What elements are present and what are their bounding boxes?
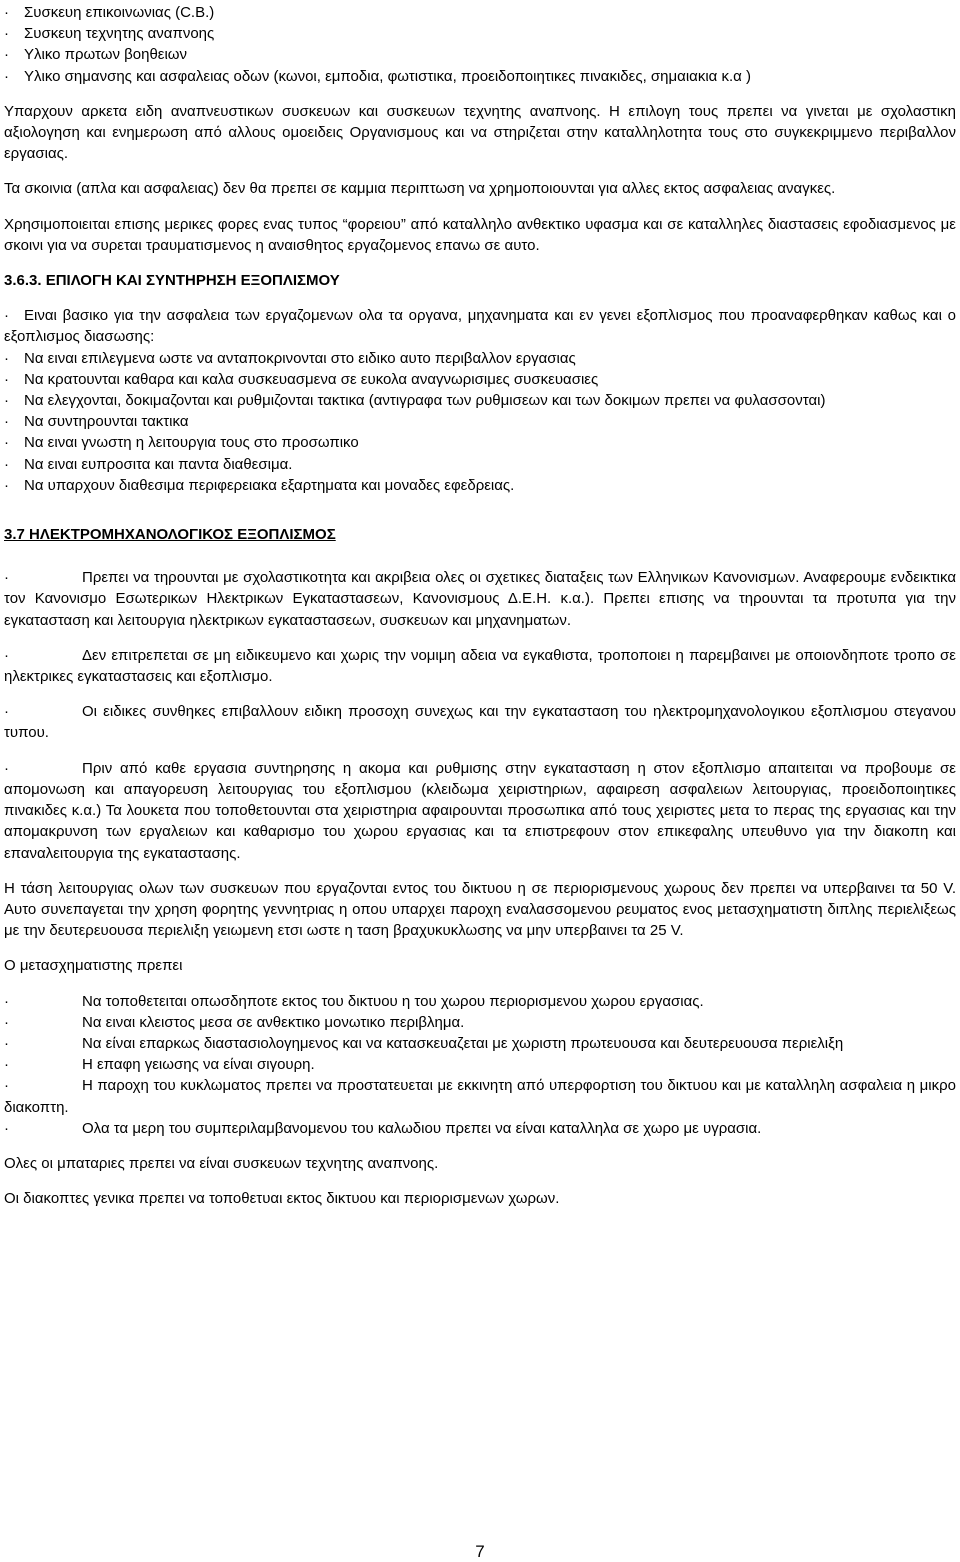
list-item-text: Η επαφη γειωσης να είναι σιγουρη. <box>82 1056 315 1074</box>
list-item <box>4 991 956 1012</box>
bullet-marker: · <box>4 67 9 85</box>
list-item-text: Να είναι επαρκως διαστασιολογημενος και να κατασκευαζεται με χωριστη πρωτευουσα και δευτερευουσα περιελιξη <box>82 1034 844 1052</box>
bullet-marker: · <box>4 307 9 325</box>
bullet-marker: · <box>4 569 9 587</box>
bullet-marker: · <box>4 25 9 43</box>
bullet-marker: · <box>4 759 9 777</box>
section-intro <box>4 305 956 347</box>
bullet-marker: · <box>4 4 9 21</box>
list-item-text: Συσκευη τεχνητης αναπνοης <box>24 25 215 43</box>
page-number: 7 <box>475 1542 485 1561</box>
list-item-text: Να τοποθετειται οπωσδηποτε εκτος του δικτυου η του χωρου περιορισμενου χωρου εργασιας. <box>82 992 704 1010</box>
list-item-text: Η παροχη του κυκλωματος πρεπει να προστατευεται με εκκινητη από υπερφορτιση του δικτυου και με καταλληλη ασφαλεια η μικρο διακοπτη. <box>4 1077 956 1116</box>
paragraph-regulations <box>4 567 956 631</box>
list-item <box>4 432 956 453</box>
bullet-marker: · <box>4 992 9 1010</box>
list-item-text: Να υπαρχουν διαθεσιμα περιφερειακα εξαρτηματα και μοναδες εφεδρειας. <box>24 476 515 494</box>
paragraph-ropes: Τα σκοινια (απλα και ασφαλειας) δεν θα πρεπει σε καμμια περιπτωση να χρημοποιουνται για αλλες εκτος ασφαλειας αναγκες. <box>4 180 836 198</box>
list-item <box>4 23 956 44</box>
bullet-marker: · <box>4 370 9 388</box>
list-item <box>4 1118 956 1139</box>
list-item-text: Να ειναι ευπροσιτα και παντα διαθεσιμα. <box>24 455 293 473</box>
paragraph-no-unauthorized <box>4 645 956 687</box>
bullet-marker: · <box>4 434 9 452</box>
bullet-marker: · <box>4 1013 9 1031</box>
list-item <box>4 1054 956 1075</box>
paragraph-text: Οι ειδικες συνθηκες επιβαλλουν ειδικη προσοχη συνεχως και την εγκατασταση του ηλεκτρομηχανολογικου εξοπλισμου στεγανου τυπου. <box>4 703 956 742</box>
bullet-marker: · <box>4 703 9 721</box>
bullet-marker: · <box>4 1119 9 1137</box>
list-item-text: Ολα τα μερη του συμπεριλαμβανομενου του καλωδιου πρεπει να είναι καταλληλα σε χωρο με υγρασια. <box>82 1119 762 1137</box>
list-item <box>4 475 956 496</box>
paragraph-maintenance-lockout <box>4 758 956 864</box>
bullet-marker: · <box>4 476 9 494</box>
paragraph-switches: Οι διακοπτες γενικα πρεπει να τοποθετυαι εκτος δικτυου και περιορισμενων χωρων. <box>4 1190 560 1208</box>
bullet-marker: · <box>4 455 9 473</box>
bullet-marker: · <box>4 646 9 664</box>
bullet-marker: · <box>4 413 9 431</box>
list-item <box>4 390 956 411</box>
bullet-marker: · <box>4 349 9 367</box>
list-item-text: Υλικο σημανσης και ασφαλειας οδων (κωνοι, εμποδια, φωτιστικα, προειδοποιητικες πινακιδες, σημαιακια κ.α ) <box>24 67 752 85</box>
transformer-intro: Ο μετασχηματιστης πρεπει <box>4 957 183 975</box>
list-item <box>4 369 956 390</box>
list-item <box>4 2 956 23</box>
bullet-marker: · <box>4 392 9 410</box>
section-intro-text: Ειναι βασικο για την ασφαλεια των εργαζομενων ολα τα οργανα, μηχανηματα και εν γενει εξοπλισμος που προαναφερθηκαν καθως και ο εξοπλισμος διασωσης: <box>4 307 956 346</box>
section-heading-3-7: 3.7 ΗΛΕΚΤΡΟΜΗΧΑΝΟΛΟΓΙΚΟΣ ΕΞΟΠΛΙΣΜΟΣ <box>4 526 336 544</box>
page-content <box>4 2 956 1209</box>
paragraph-text: Πριν από καθε εργασια συντηρησης η ακομα και ρυθμισης στην εγκατασταση η στον εξοπλισμο απαιτειται να προβουμε σε απομονωση και απαγορευση λειτουργιας του εξοπλισμου (κλειδωμα χειριστηριων, αφαιρεση ασφαλειων λειτουργιας, προειδοποιητικες πινακιδες κ.α.) Τα λουκετα που τοποθετουνται στα χειριστηρια αφαιρουνται προσωπικα από τους χειριστες μετα το περας της εργασιας και την απομακρυνση των εργαλειων και καθαρισμο του χωρου εργασιας και τα επιστρεφουν στον επικεφαλης υπευθυνο για την διακοπη και επαναλειτουργια της εγκαταστασης. <box>4 759 956 862</box>
bullet-marker: · <box>4 46 9 64</box>
bullet-marker: · <box>4 1077 9 1095</box>
paragraph-text: Δεν επιτρεπεται σε μη ειδικευμενο και χωρις την νομιμη αδεια να εγκαθιστα, τροποποιει η παρεμβαινει με οποιονδηποτε τροπο σε ηλεκτρικες εγκαταστασεις και εξοπλισμο. <box>4 646 956 686</box>
list-item <box>4 1033 956 1054</box>
list-item <box>4 1075 956 1117</box>
bullet-marker: · <box>4 1056 9 1074</box>
paragraph-text: Πρεπει να τηρουνται με σχολαστικοτητα και ακριβεια ολες οι σχετικες διαταξεις των Ελληνικων Κανονισμων. Αναφερουμε ενδεικτικα τον Κανονισμο Εσωτερικων Ηλεκτρικων Εγκαταστασεων, Κανονισμους Δ.Ε.Η. κ.α.). Πρεπει επισης να τηρουνται τα προτυπα για την εγκατασταση και λειτουργια ηλεκτρικων εγκαταστασεων, συσκευων και μηχανηματων. <box>4 569 956 629</box>
paragraph-batteries: Ολες οι μπαταριες πρεπει να είναι συσκευων τεχνητης αναπνοης. <box>4 1154 439 1172</box>
paragraph-stretcher: Χρησιμοποιειται επισης μερικες φορες ενας τυπος “φορειου” από καταλληλο ανθεκτικο υφασμα και σε καταλληλες διαστασεις εφοδιασμενος με σκοινι για να συρεται τραυματισμενος η αναισθητος εργαζομενος επανω σε αυτο. <box>4 215 956 254</box>
list-item <box>4 44 956 65</box>
section-heading-3-6-3: 3.6.3. ΕΠΙΛΟΓΗ ΚΑΙ ΣΥΝΤΗΡΗΣΗ ΕΞΟΠΛΙΣΜΟΥ <box>4 272 340 290</box>
list-item-text: Να ειναι επιλεγμενα ωστε να ανταποκρινονται στο ειδικο αυτο περιβαλλον εργασιας <box>24 349 576 367</box>
list-item-text: Να ειναι κλειστος μεσα σε ανθεκτικο μονωτικο περιβλημα. <box>82 1013 465 1031</box>
list-item <box>4 454 956 475</box>
list-item-text: Υλικο πρωτων βοηθειων <box>24 46 188 64</box>
list-item-text: Να ειναι γνωστη η λειτουργια τους στο προσωπικο <box>24 434 359 452</box>
paragraph-waterproof <box>4 701 956 743</box>
bullet-marker: · <box>4 1034 9 1052</box>
list-item-text: Να συντηρουνται τακτικα <box>24 413 189 431</box>
paragraph-voltage: Η τάση λειτουργιας ολων των συσκευων που εργαζονται εντος του δικτυου η σε περιορισμενους χωρους δεν πρεπει να υπερβαινει τα 50 V. Αυτο συνεπαγεται την χρηση φορητης γεννητριας η οπου υπαρχει παροχη εναλασσομενου ρευματος ενος μετασχηματιστη διπλης περιελιξεως με την δευτερευουσα περιελιξη γειωμενη ετσι ωστε η ταση βραχυκυκλωσης να μην υπερβαινει τα 25 V. <box>4 879 956 940</box>
list-item <box>4 1012 956 1033</box>
list-item <box>4 348 956 369</box>
list-item <box>4 66 956 87</box>
list-item <box>4 411 956 432</box>
paragraph-respiratory: Υπαρχουν αρκετα ειδη αναπνευστικων συσκευων και συσκευων τεχνητης αναπνοης. Η επιλογη τους πρεπει να γινεται με σχολαστικη αξιολογηση και ενημερωση από αλλους ομοειδεις Οργανισμους και να στηριζεται στην καταλληλοτητα τους στο συγκεκριμμενο περιβαλλον εργασιας. <box>4 102 956 163</box>
list-item-text: Συσκευη επικοινωνιας (C.B.) <box>24 4 215 21</box>
list-item-text: Να ελεγχονται, δοκιμαζονται και ρυθμιζονται τακτικα (αντιγραφα των ρυθμισεων και των δοκιμων πρεπει να φυλασσονται) <box>24 392 826 410</box>
list-item-text: Να κρατουνται καθαρα και καλα συσκευασμενα σε ευκολα αναγνωρισιμες συσκευασιες <box>24 370 599 388</box>
